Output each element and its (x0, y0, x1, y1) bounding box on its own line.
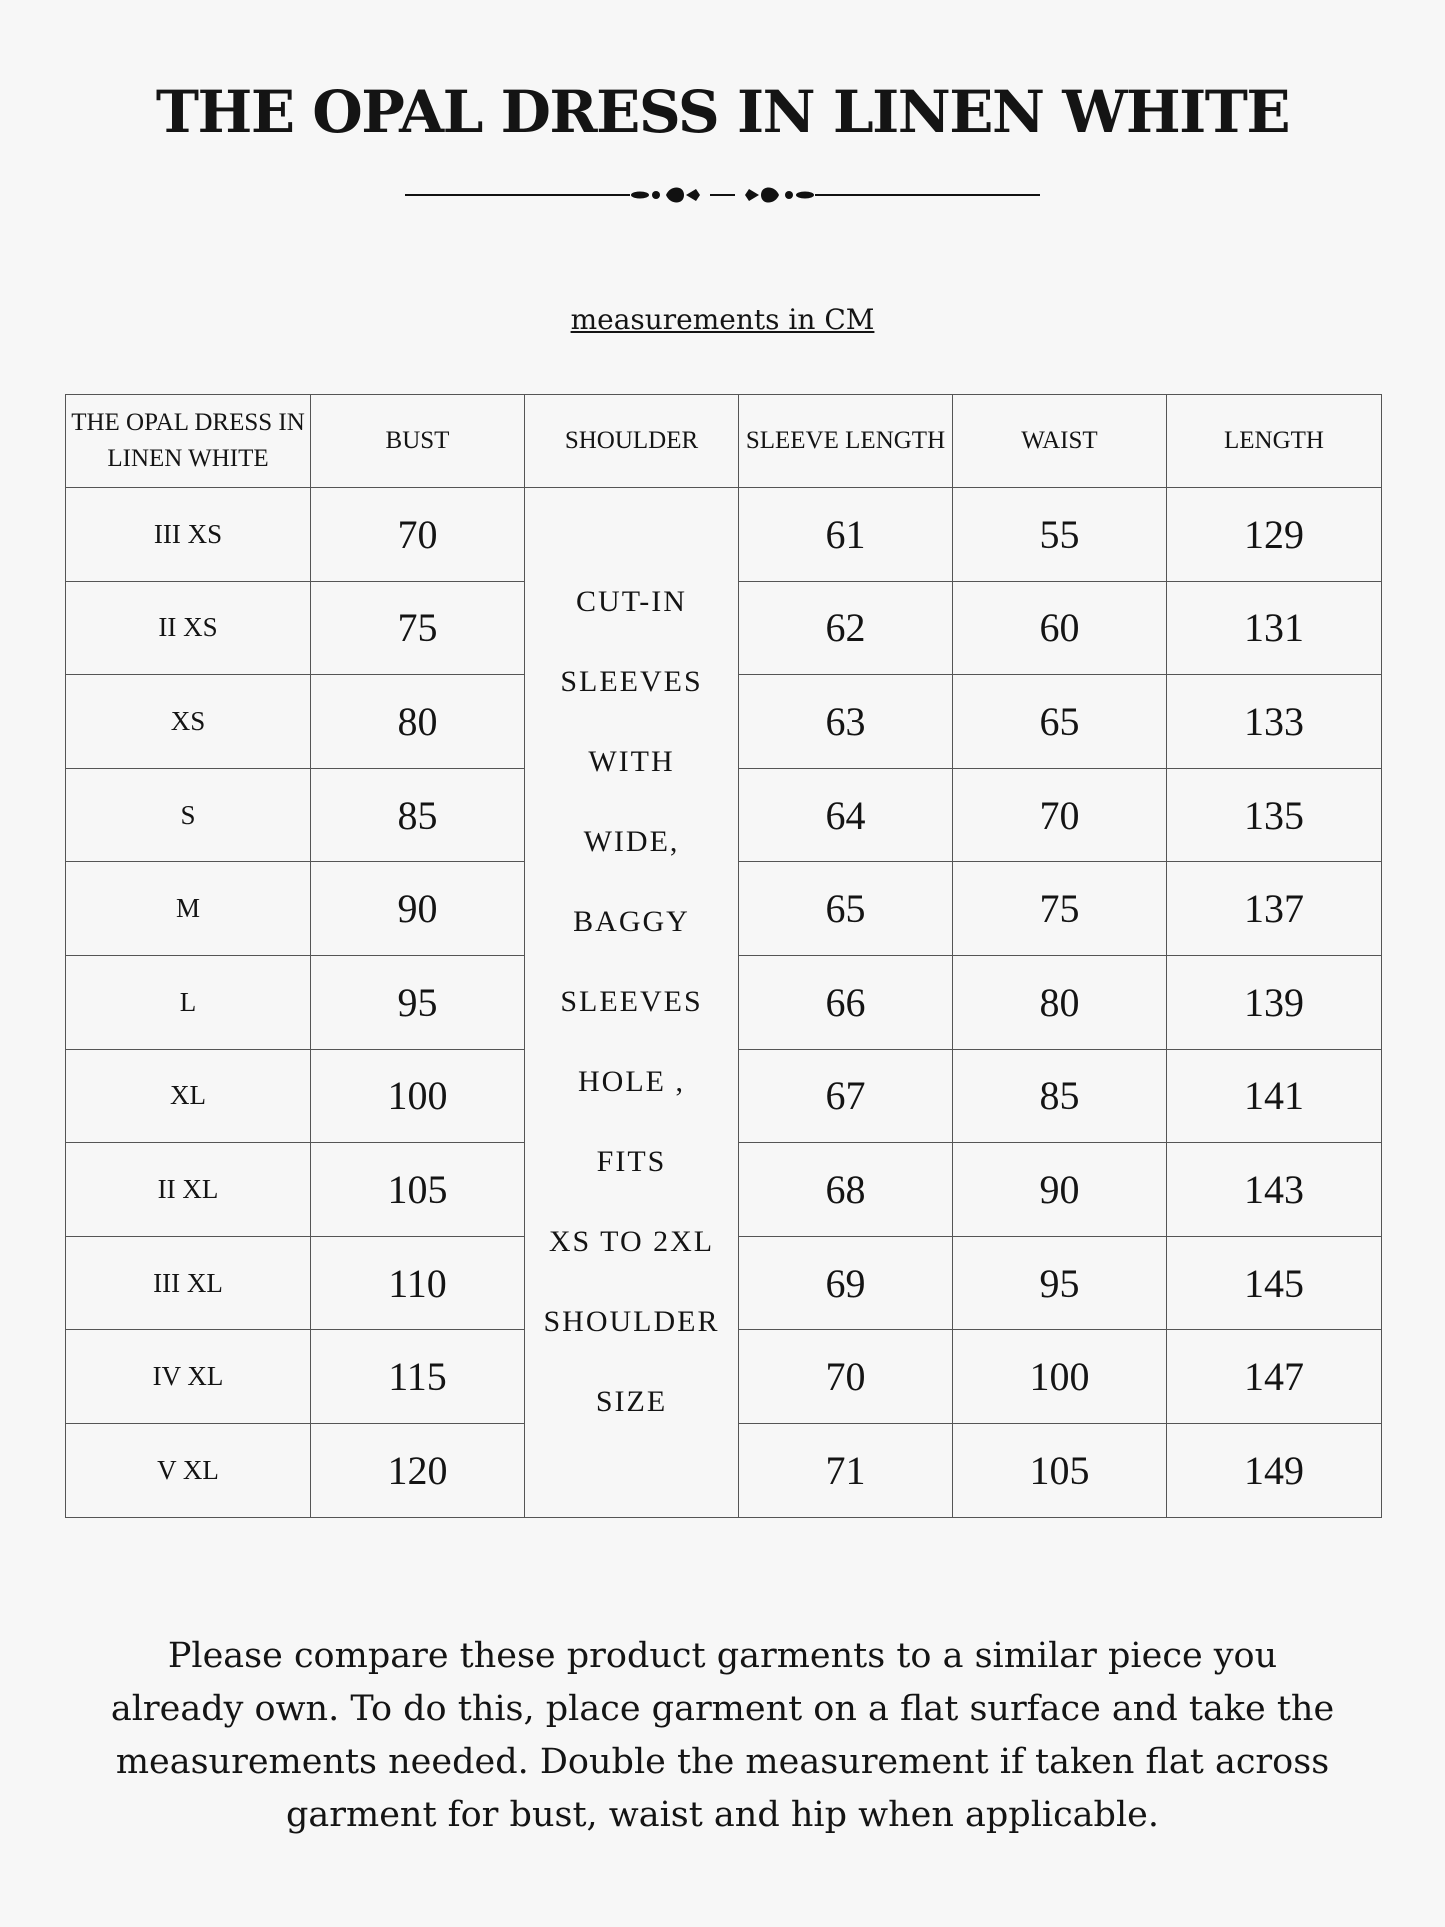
length-value: 145 (1167, 1236, 1382, 1330)
length-value: 143 (1167, 1143, 1382, 1237)
header-bust: BUST (311, 395, 525, 488)
shoulder-note-line: HOLE , (578, 1065, 685, 1099)
shoulder-note-line: BAGGY (573, 905, 690, 939)
size-label: S (66, 768, 311, 862)
bust-value: 90 (311, 862, 525, 956)
size-label: III XS (66, 488, 311, 582)
length-value: 133 (1167, 675, 1382, 769)
shoulder-note-line: SLEEVES (560, 665, 703, 699)
size-chart-table (65, 394, 1382, 1518)
header-product: THE OPAL DRESS IN LINEN WHITE (66, 395, 311, 488)
sleeve-length-value: 68 (739, 1143, 953, 1237)
shoulder-note-line: WITH (588, 745, 675, 779)
length-value: 147 (1167, 1330, 1382, 1424)
shoulder-note-line: WIDE, (583, 825, 680, 859)
waist-value: 55 (953, 488, 1167, 582)
waist-value: 100 (953, 1330, 1167, 1424)
length-value: 131 (1167, 581, 1382, 675)
waist-value: 80 (953, 955, 1167, 1049)
length-value: 135 (1167, 768, 1382, 862)
waist-value: 85 (953, 1049, 1167, 1143)
waist-value: 105 (953, 1423, 1167, 1517)
size-label: L (66, 955, 311, 1049)
header-sleeve-length: SLEEVE LENGTH (739, 395, 953, 488)
length-value: 141 (1167, 1049, 1382, 1143)
size-label: V XL (66, 1423, 311, 1517)
length-value: 149 (1167, 1423, 1382, 1517)
sleeve-length-value: 62 (739, 581, 953, 675)
length-value: 129 (1167, 488, 1382, 582)
shoulder-note-line: CUT-IN (576, 585, 687, 619)
length-value: 137 (1167, 862, 1382, 956)
bust-value: 110 (311, 1236, 525, 1330)
bust-value: 115 (311, 1330, 525, 1424)
waist-value: 90 (953, 1143, 1167, 1237)
sleeve-length-value: 67 (739, 1049, 953, 1143)
units-subtitle: measurements in CM (570, 303, 875, 336)
waist-value: 60 (953, 581, 1167, 675)
bust-value: 100 (311, 1049, 525, 1143)
bust-value: 80 (311, 675, 525, 769)
length-value: 139 (1167, 955, 1382, 1049)
page-title: THE OPAL DRESS IN LINEN WHITE (155, 78, 1290, 146)
sleeve-length-value: 70 (739, 1330, 953, 1424)
measurement-instructions: Please compare these product garments to a similar piece you already own. To do this, place garment on a flat surface and take the measurements needed. Double the measurement if taken flat across garment for bust, waist and hip when applicable. (110, 1636, 1335, 1835)
size-label: II XL (66, 1143, 311, 1237)
ornamental-divider (400, 180, 1045, 210)
sleeve-length-value: 66 (739, 955, 953, 1049)
sleeve-length-value: 64 (739, 768, 953, 862)
header-shoulder: SHOULDER (525, 395, 739, 488)
size-label: XS (66, 675, 311, 769)
size-label: IV XL (66, 1330, 311, 1424)
sleeve-length-value: 71 (739, 1423, 953, 1517)
waist-value: 95 (953, 1236, 1167, 1330)
size-label: III XL (66, 1236, 311, 1330)
shoulder-note-line: FITS (596, 1145, 667, 1179)
waist-value: 65 (953, 675, 1167, 769)
sleeve-length-value: 65 (739, 862, 953, 956)
sleeve-length-value: 69 (739, 1236, 953, 1330)
header-waist: WAIST (953, 395, 1167, 488)
bust-value: 75 (311, 581, 525, 675)
shoulder-note-line: XS TO 2XL (548, 1225, 715, 1259)
waist-value: 75 (953, 862, 1167, 956)
header-length: LENGTH (1167, 395, 1382, 488)
sleeve-length-value: 63 (739, 675, 953, 769)
waist-value: 70 (953, 768, 1167, 862)
shoulder-note-line: SHOULDER (543, 1305, 720, 1339)
bust-value: 70 (311, 488, 525, 582)
bust-value: 95 (311, 955, 525, 1049)
shoulder-note (525, 488, 739, 1518)
size-label: II XS (66, 581, 311, 675)
shoulder-note-line: SLEEVES (560, 985, 703, 1019)
size-label: M (66, 862, 311, 956)
table-header-row (66, 395, 1382, 488)
size-label: XL (66, 1049, 311, 1143)
bust-value: 105 (311, 1143, 525, 1237)
table-row (66, 488, 1382, 582)
bust-value: 85 (311, 768, 525, 862)
shoulder-note-line: SIZE (595, 1385, 668, 1419)
bust-value: 120 (311, 1423, 525, 1517)
sleeve-length-value: 61 (739, 488, 953, 582)
